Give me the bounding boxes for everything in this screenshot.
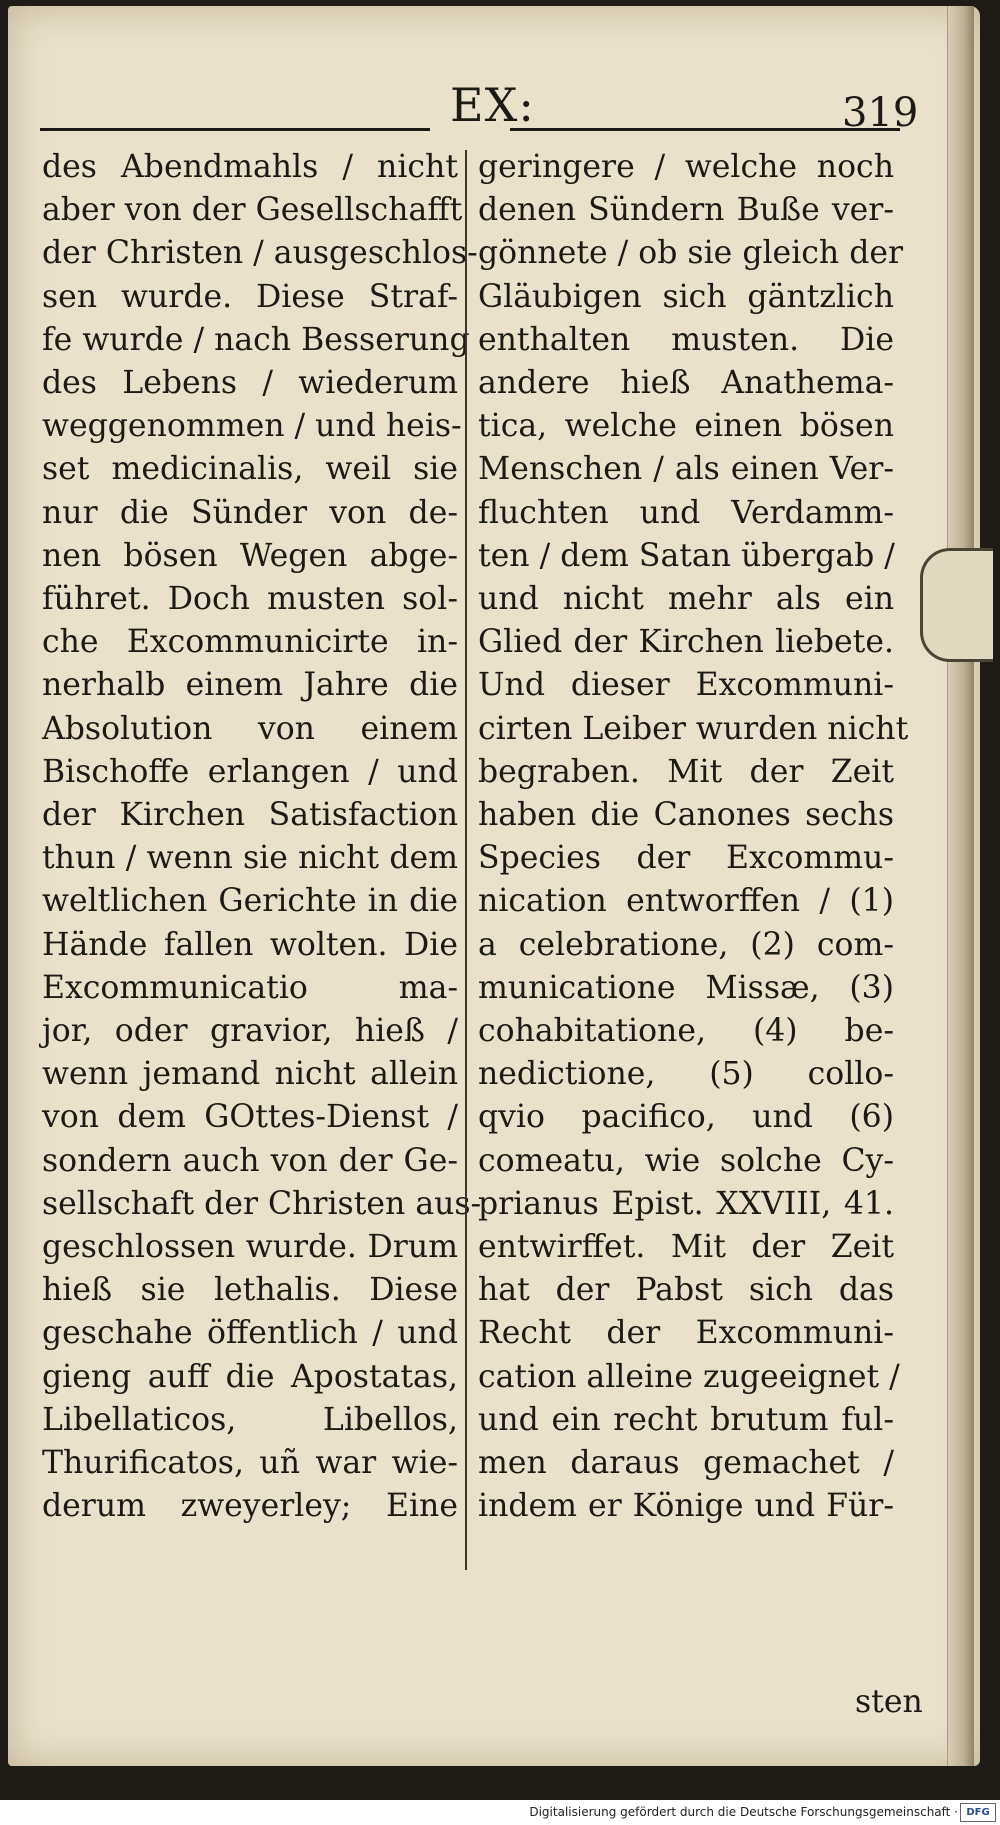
- text-line: Glied der Kirchen liebete.: [478, 624, 894, 661]
- text-line: men daraus gemachet /: [478, 1445, 894, 1482]
- text-line: set medicinalis, weil sie: [42, 451, 458, 488]
- bookmark-tab: [920, 548, 993, 662]
- text-line: Hände fallen wolten. Die: [42, 926, 458, 963]
- text-line: fluchten und Verdamm-: [478, 494, 894, 531]
- dfg-logo: DFG: [960, 1803, 996, 1822]
- text-line: nedictione, (5) collo-: [478, 1056, 894, 1093]
- text-line: geringere / welche noch: [478, 149, 894, 185]
- text-line: weltlichen Gerichte in die: [42, 883, 458, 920]
- text-line: cirten Leiber wurden nicht: [478, 710, 909, 747]
- page-fore-edge: [947, 6, 974, 1766]
- text-line: Absolution von einem: [42, 710, 458, 747]
- text-line: gieng auff die Apostatas,: [42, 1358, 458, 1395]
- column-divider: [465, 150, 467, 1570]
- text-line: sondern auch von der Ge-: [42, 1142, 458, 1179]
- text-line: begraben. Mit der Zeit: [478, 753, 894, 790]
- text-line: fe wurde / nach Besserung: [42, 321, 470, 358]
- text-line: sen wurde. Diese Straf-: [42, 278, 458, 315]
- text-line: der Christen / ausgeschlos-: [42, 235, 478, 272]
- text-line: a celebratione, (2) com-: [478, 926, 894, 963]
- text-line: prianus Epist. XXVIII, 41.: [478, 1185, 894, 1222]
- text-line: und nicht mehr als ein: [478, 581, 894, 618]
- text-line: nication entworffen / (1): [478, 883, 894, 920]
- text-line: des Abendmahls / nicht: [42, 149, 458, 185]
- text-line: sellschaft der Christen aus-: [42, 1185, 482, 1222]
- text-line: geschlossen wurde. Drum: [42, 1229, 458, 1266]
- text-line: Und dieser Excommuni-: [478, 667, 894, 704]
- right-text-column: [478, 146, 909, 1529]
- text-line: ten / dem Satan übergab /: [478, 537, 895, 574]
- text-line: hieß sie lethalis. Diese: [42, 1272, 458, 1309]
- text-line: hat der Pabst sich das: [478, 1272, 894, 1309]
- running-head: EX:: [450, 78, 535, 132]
- text-line: entwirffet. Mit der Zeit: [478, 1229, 894, 1266]
- text-line: andere hieß Anathema-: [478, 365, 894, 402]
- text-line: nen bösen Wegen abge-: [42, 537, 458, 574]
- text-line: derum zweyerley; Eine: [42, 1488, 458, 1525]
- footer-credit: Digitalisierung gefördert durch die Deutsche Forschungsgemeinschaft ·: [529, 1805, 958, 1819]
- page-number: 319: [842, 90, 919, 136]
- text-line: führet. Doch musten sol-: [42, 581, 458, 618]
- text-line: Menschen / als einen Ver-: [478, 451, 894, 488]
- text-line: cohabitatione, (4) be-: [478, 1013, 894, 1050]
- text-line: comeatu, wie solche Cy-: [478, 1142, 894, 1179]
- catchword: sten: [855, 1684, 923, 1720]
- text-line: jor, oder gravior, hieß /: [42, 1013, 458, 1050]
- text-line: enthalten musten. Die: [478, 321, 894, 358]
- text-line: qvio pacifico, und (6): [478, 1099, 894, 1136]
- text-line: Thurificatos, uñ war wie-: [42, 1445, 458, 1482]
- text-line: municatione Missæ, (3): [478, 969, 894, 1006]
- text-line: Bischoffe erlangen / und: [42, 753, 458, 790]
- text-line: Species der Excommu-: [478, 840, 894, 877]
- text-line: tica, welche einen bösen: [478, 408, 894, 445]
- text-line: nur die Sünder von de-: [42, 494, 458, 531]
- text-line: nerhalb einem Jahre die: [42, 667, 458, 704]
- text-line: Recht der Excommuni-: [478, 1315, 894, 1352]
- header-rule-left: [40, 128, 430, 131]
- text-line: thun / wenn sie nicht dem: [42, 840, 458, 877]
- text-line: der Kirchen Satisfaction: [42, 797, 458, 834]
- text-line: wenn jemand nicht allein: [42, 1056, 458, 1093]
- text-line: geschahe öffentlich / und: [42, 1315, 458, 1352]
- text-line: cation alleine zugeeignet /: [478, 1358, 900, 1395]
- text-line: indem er Könige und Für-: [478, 1488, 894, 1525]
- left-text-column: [42, 146, 482, 1529]
- text-line: Gläubigen sich gäntzlich: [478, 278, 894, 315]
- text-line: haben die Canones sechs: [478, 797, 894, 834]
- text-line: des Lebens / wiederum: [42, 365, 458, 402]
- text-line: Excommunicatio ma-: [42, 969, 458, 1006]
- text-line: aber von der Gesellschafft: [42, 192, 463, 229]
- header-rule-right: [510, 128, 900, 131]
- text-line: denen Sündern Buße ver-: [478, 192, 894, 229]
- text-line: weggenommen / und heis-: [42, 408, 462, 445]
- page-header: [40, 72, 919, 136]
- text-line: che Excommunicirte in-: [42, 624, 458, 661]
- digitization-footer: [0, 1800, 1000, 1825]
- text-line: gönnete / ob sie gleich der: [478, 235, 904, 272]
- text-line: Libellaticos, Libellos,: [42, 1401, 458, 1438]
- text-line: von dem GOttes-Dienst /: [42, 1099, 458, 1136]
- text-line: und ein recht brutum ful-: [478, 1401, 894, 1438]
